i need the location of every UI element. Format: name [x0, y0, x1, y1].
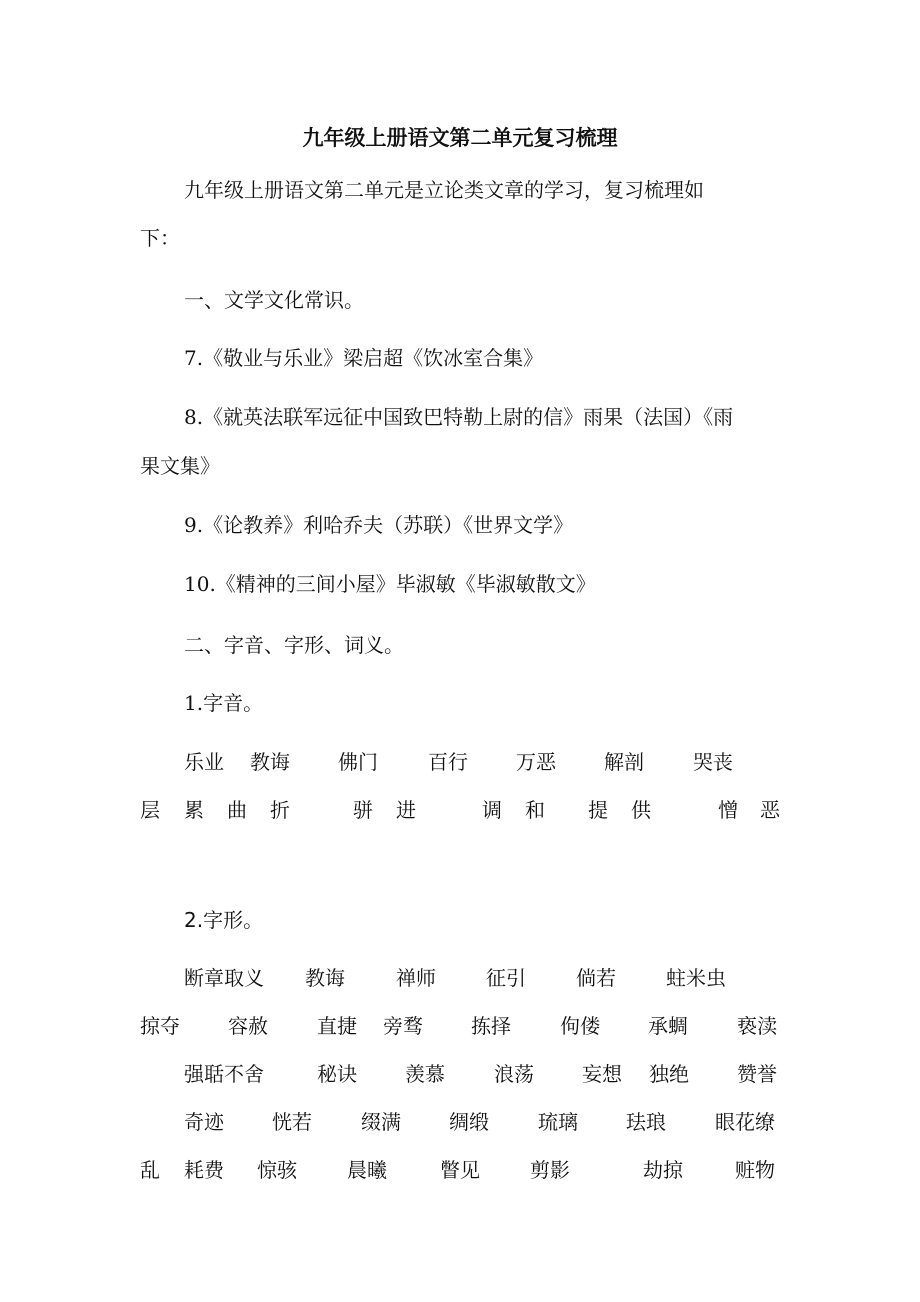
document-title: 九年级上册语文第二单元复习梳理 [302, 126, 618, 150]
glyph-row-4 [140, 1106, 780, 1138]
word: 倘若 [576, 966, 616, 990]
word: 曲 [227, 798, 247, 822]
word: 征引 [486, 966, 526, 990]
word: 绸缎 [449, 1110, 489, 1134]
glyph-row-3 [140, 1058, 780, 1090]
word: 旁骛 [383, 1014, 423, 1038]
word: 恶 [760, 798, 780, 822]
glyph-row-5 [140, 1154, 780, 1186]
subheading-glyph: 2.字形。 [184, 908, 264, 932]
word: 惊骇 [257, 1158, 297, 1182]
word: 和 [525, 798, 545, 822]
word: 劫掠 [643, 1158, 683, 1182]
word: 耗费 [184, 1158, 224, 1182]
word: 强聒不舍 [184, 1062, 264, 1086]
word: 折 [270, 798, 290, 822]
list-item-7: 7.《敬业与乐业》梁启超《饮冰室合集》 [184, 346, 544, 370]
word: 提 [588, 798, 608, 822]
list-item-10: 10.《精神的三间小屋》毕淑敏《毕淑敏散文》 [184, 572, 596, 596]
word: 禅师 [396, 966, 436, 990]
word: 缀满 [361, 1110, 401, 1134]
word: 教诲 [305, 966, 345, 990]
word: 羡慕 [405, 1062, 445, 1086]
word: 教诲 [250, 750, 290, 774]
word: 层 [140, 798, 160, 822]
word: 独绝 [649, 1062, 689, 1086]
word: 珐琅 [626, 1110, 666, 1134]
section-heading-1: 一、文学文化常识。 [184, 288, 364, 312]
section-heading-2: 二、字音、字形、词义。 [184, 633, 404, 657]
list-item-8-line-1: 8.《就英法联军远征中国致巴特勒上尉的信》雨果（法国）《雨 [184, 405, 734, 429]
word: 拣择 [471, 1014, 511, 1038]
word: 容赦 [228, 1014, 268, 1038]
word: 万恶 [516, 750, 556, 774]
word: 赃物 [735, 1158, 775, 1182]
word: 承蜩 [648, 1014, 688, 1038]
word: 掠夺 [140, 1014, 180, 1038]
word: 累 [184, 798, 204, 822]
word: 眼花缭 [715, 1110, 775, 1134]
word: 妄想 [582, 1062, 622, 1086]
word: 百行 [428, 750, 468, 774]
intro-line-1: 九年级上册语文第二单元是立论类文章的学习，复习梳理如 [184, 178, 704, 202]
word: 断章取义 [184, 966, 264, 990]
subheading-pronunciation: 1.字音。 [184, 691, 264, 715]
word: 亵渎 [737, 1014, 777, 1038]
list-item-8-line-2: 果文集》 [140, 454, 220, 478]
word: 佝偻 [560, 1014, 600, 1038]
pronunciation-row-2 [140, 794, 780, 826]
word: 解剖 [604, 750, 644, 774]
glyph-row-1 [140, 962, 780, 994]
word: 剪影 [530, 1158, 570, 1182]
word: 琉璃 [538, 1110, 578, 1134]
word: 赞誉 [737, 1062, 777, 1086]
word: 浪荡 [494, 1062, 534, 1086]
word: 佛门 [338, 750, 378, 774]
word: 哭丧 [693, 750, 733, 774]
word: 乱 [140, 1158, 160, 1182]
word: 秘诀 [317, 1062, 357, 1086]
glyph-row-2 [140, 1010, 780, 1042]
word: 憎 [718, 798, 738, 822]
word: 调 [482, 798, 502, 822]
word: 瞥见 [440, 1158, 480, 1182]
word: 直捷 [317, 1014, 357, 1038]
word: 恍若 [272, 1110, 312, 1134]
list-item-9: 9.《论教养》利哈乔夫（苏联）《世界文学》 [184, 513, 574, 537]
word: 进 [396, 798, 416, 822]
word: 蛀米虫 [666, 966, 726, 990]
word: 供 [631, 798, 651, 822]
word: 骈 [353, 798, 373, 822]
word: 奇迹 [184, 1110, 224, 1134]
intro-line-2: 下： [140, 226, 180, 250]
pronunciation-row-1 [140, 746, 780, 778]
word: 乐业 [184, 750, 224, 774]
word: 晨曦 [347, 1158, 387, 1182]
